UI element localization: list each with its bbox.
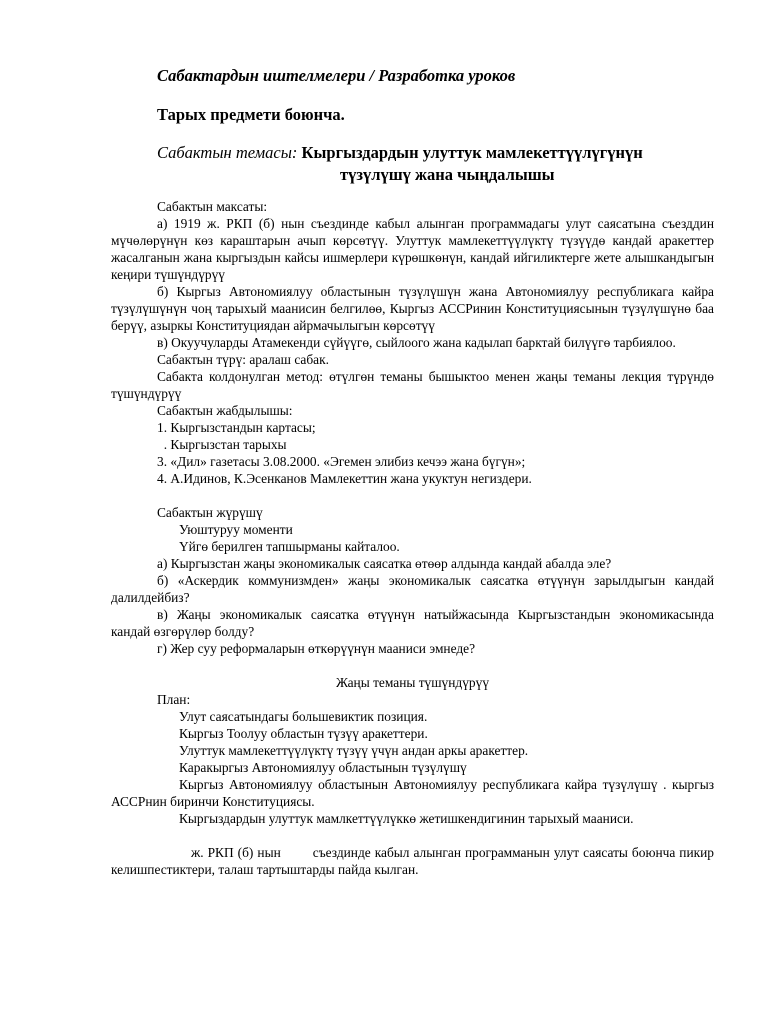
- new-topic-heading: Жаңы теманы түшүндүрүү: [335, 675, 490, 690]
- plan-item: Кыргыздардын улуттук мамлкеттүүлүккө жетишкендигинин тарыхый мааниси.: [179, 811, 634, 826]
- subject-title: Тарых предмети боюнча.: [157, 105, 345, 124]
- goal-v: в) Окуучуларды Атамекенди сүйүүгө, сыйлоого жана кадылап барктай билүүгө тарбиялоо.: [157, 335, 676, 350]
- plan-item: Каракыргыз Автономиялуу областынын түзүлүшү: [179, 760, 467, 775]
- theme-label: Сабактын темасы:: [157, 143, 298, 162]
- closing-paragraph: ж. РКП (б) нын съездинде кабыл алынган программанын улут саясаты боюнча пикир келишпестиктери, талаш тартыштарды пайда кылган.: [111, 845, 718, 877]
- goals-heading: Сабактын максаты:: [157, 199, 268, 214]
- document-content: [111, 66, 718, 878]
- equipment-item: 3. «Дил» газетасы 3.08.2000. «Эгемен элибиз кечээ жана бүгүн»;: [157, 454, 526, 469]
- goal-a: а) 1919 ж. РКП (б) нын съездинде кабыл алынган программадагы улут саясатына съезддин мүчөлөрүнүн көз караштарын ачып көрсөтүү. Улуттук мамлекеттүүлүктү түзүүдө кандай аракеттер жасалганын жана кыргыздын кайсы ишмерлери күрөшкөнүн, кандай ийгиликтерге жете алышкандыгын кеңири түшүндүрүү: [111, 216, 714, 282]
- process-review: Үйгө берилген тапшырманы кайталоо.: [179, 539, 400, 554]
- review-question: г) Жер суу реформаларын өткөрүүнүн мааниси эмнеде?: [157, 641, 476, 656]
- review-question: б) «Аскердик коммунизмден» жаңы экономикалык саясатка өтүүнүн зарылдыгын кандай далилдейбиз?: [111, 573, 714, 605]
- equipment-item: . Кыргызстан тарыхы: [157, 437, 287, 452]
- process-org: Уюштуруу моменти: [179, 522, 293, 537]
- lesson-method: Сабакта колдонулган метод: өтүлгөн теманы бышыктоо менен жаңы теманы лекция түрүндө түшүндүрүү: [111, 369, 714, 401]
- document-header: Сабактардын иштелмелери / Разработка уроков: [157, 66, 516, 85]
- equipment-item: 4. А.Идинов, К.Эсенканов Мамлекеттин жана укуктун негиздери.: [157, 471, 532, 486]
- plan-item: Улуттук мамлекеттүүлүктү түзүү үчүн андан аркы аракеттер.: [179, 743, 529, 758]
- lesson-theme: [111, 142, 714, 186]
- process-heading: Сабактын жүрүшү: [157, 505, 263, 520]
- plan-item: Улут саясатындагы большевиктик позиция.: [179, 709, 428, 724]
- theme-title-line2: түзүлүшү жана чыңдалышы: [340, 165, 555, 184]
- theme-title-line1: Кыргыздардын улуттук мамлекеттүүлүгүнүн: [301, 143, 643, 162]
- review-question: в) Жаңы экономикалык саясатка өтүүнүн натыйжасында Кыргызстандын экономикасында кандай өзгөрүлөр болду?: [111, 607, 714, 639]
- equipment-heading: Сабактын жабдылышы:: [157, 403, 293, 418]
- equipment-item: 1. Кыргызстандын картасы;: [157, 420, 316, 435]
- lesson-type: Сабактын түрү: аралаш сабак.: [157, 352, 329, 367]
- plan-item: Кыргыз Автономиялуу областынын Автономиялуу республикага кайра түзүлүшү . кыргыз АССРнин биринчи Конституциясы.: [111, 777, 714, 809]
- plan-label: План:: [157, 692, 191, 707]
- goal-b: б) Кыргыз Автономиялуу областынын түзүлүшүн жана Автономиялуу республикага кайра түзүлүшүнүн чоң тарыхый маанисин белгилөө, Кыргыз АССРинин Конституциясынын түзүлүшүнө баа берүү, азыркы Конституциядан айрмачылыгын көрсөтүү: [111, 284, 714, 333]
- review-question: а) Кыргызстан жаңы экономикалык саясатка өтөөр алдында кандай абалда эле?: [157, 556, 612, 571]
- plan-item: Кыргыз Тоолуу областын түзүү аракеттери.: [179, 726, 428, 741]
